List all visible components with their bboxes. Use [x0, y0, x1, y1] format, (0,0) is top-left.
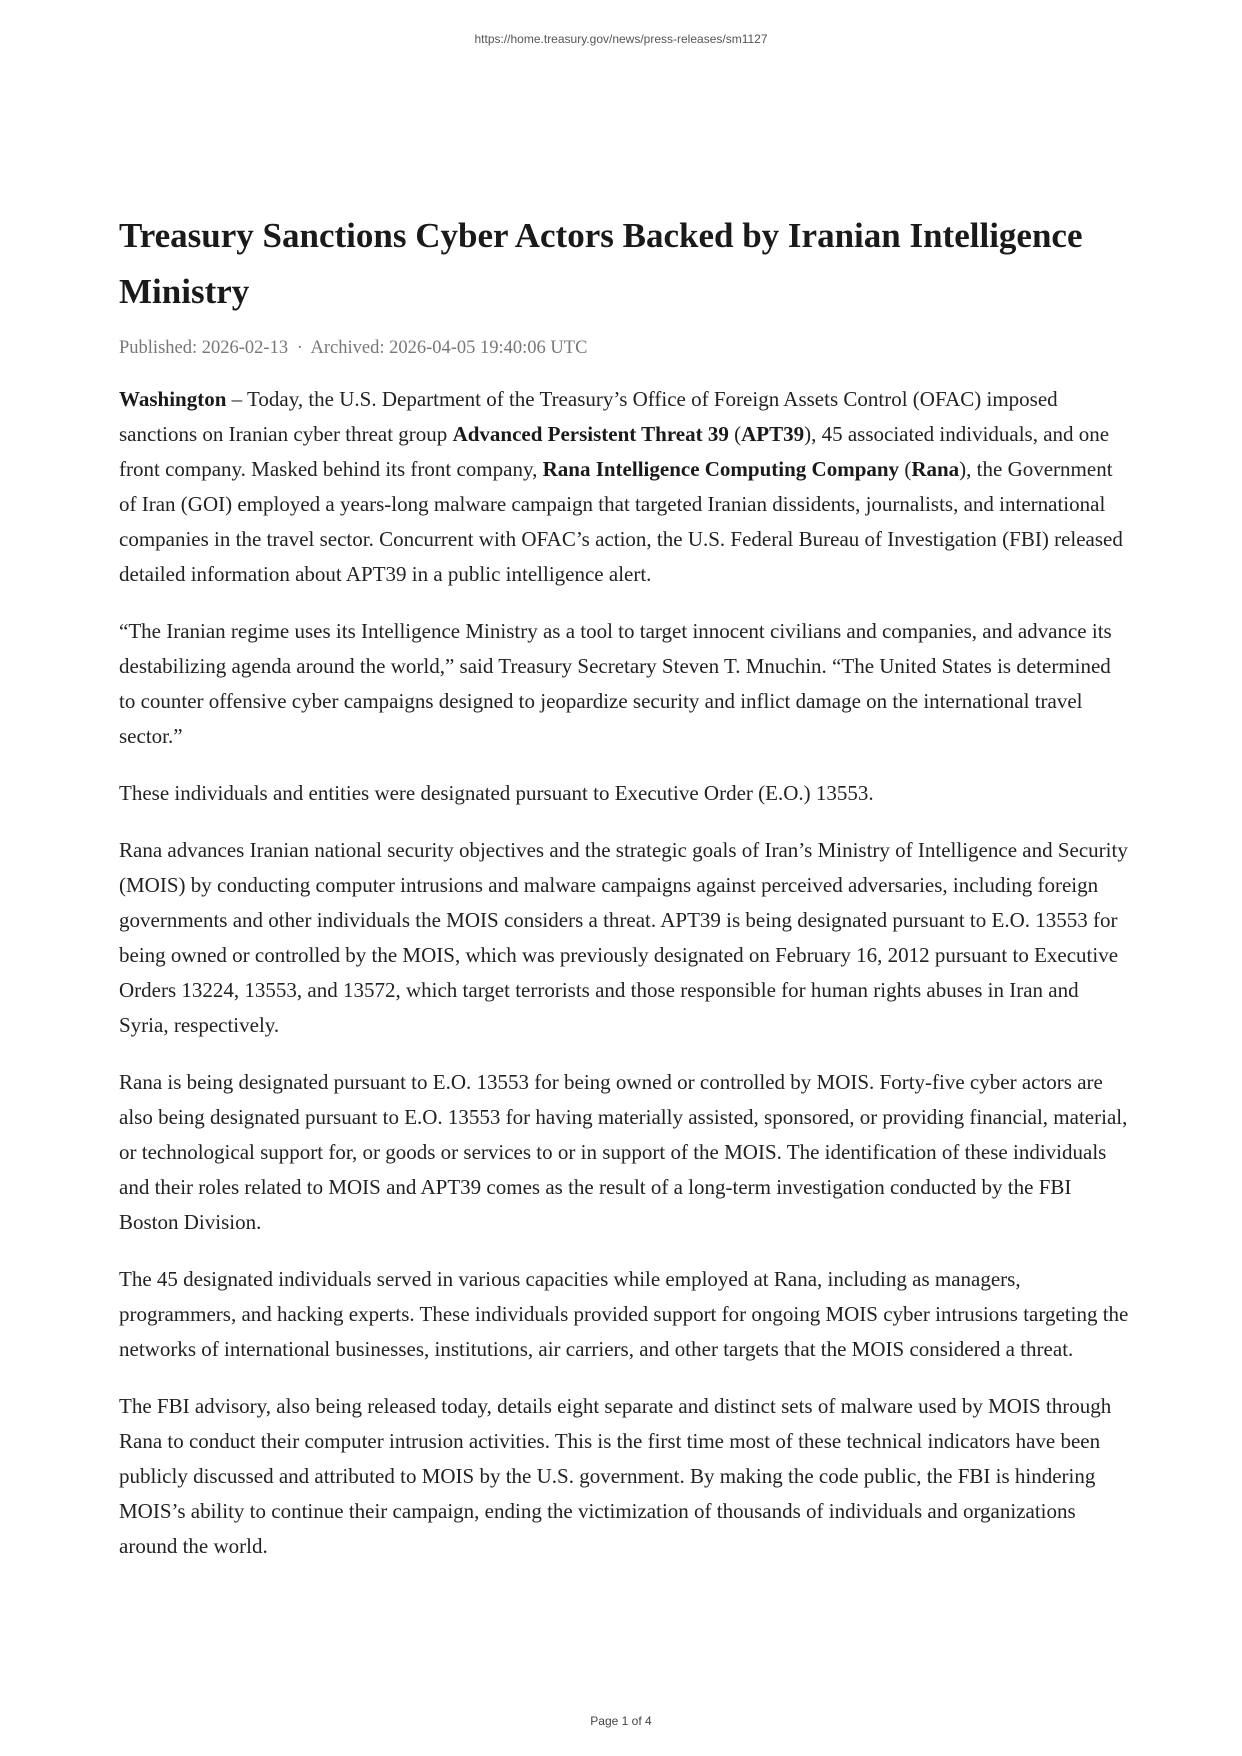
- article-title: Treasury Sanctions Cyber Actors Backed by Iranian Intelligence Ministry: [119, 216, 1083, 311]
- rana-short-name: Rana: [911, 457, 960, 481]
- paragraph-7: The FBI advisory, also being released today, details eight separate and distinct sets of malware used by MOIS through Rana to conduct their computer intrusion activities. This is the first time most of these technical indicators have been publicly discussed and attributed to MOIS by the U.S. government. By making the code public, the FBI is hindering MOIS’s ability to continue their campaign, ending the victimization of thousands of individuals and organizations around the world.: [119, 1394, 1112, 1558]
- article-body: [119, 382, 1129, 1564]
- paragraph-3: These individuals and entities were designated pursuant to Executive Order (E.O.) 13553.: [119, 781, 874, 805]
- paragraph-1: Washington – Today, the U.S. Department of the Treasury’s Office of Foreign Assets Control (OFAC) imposed sanctions on Iranian cyber threat group Advanced Persistent Threat 39 (APT39), 45 associated individuals, and one front company. Masked behind its front company, Rana Intelligence Computing Company (Rana), the Government of Iran (GOI) employed a years-long malware campaign that targeted Iranian dissidents, journalists, and international companies in the travel sector. Concurrent with OFAC’s action, the U.S. Federal Bureau of Investigation (FBI) released detailed information about APT39 in a public intelligence alert.: [119, 387, 1123, 586]
- article-meta: [119, 336, 1129, 360]
- source-url: https://home.treasury.gov/news/press-releases/sm1127: [474, 32, 768, 46]
- apt39-short-name: APT39: [741, 422, 805, 446]
- paragraph-5: Rana is being designated pursuant to E.O. 13553 for being owned or controlled by MOIS. Forty-five cyber actors are also being designated pursuant to E.O. 13553 for having materially assisted, sponsored, or providing financial, material, or technological support for, or goods or services to or in support of the MOIS. The identification of these individuals and their roles related to MOIS and APT39 comes as the result of a long-term investigation conducted by the FBI Boston Division.: [119, 1070, 1128, 1234]
- archived-date: Archived: 2026-04-05 19:40:06 UTC: [310, 338, 588, 358]
- published-date: Published: 2026-02-13: [119, 338, 289, 358]
- dateline: Washington: [119, 387, 227, 411]
- rana-full-name: Rana Intelligence Computing Company: [542, 457, 900, 481]
- article: [119, 208, 1129, 1586]
- meta-separator: ·: [296, 338, 303, 358]
- page-number: Page 1 of 4: [590, 1714, 652, 1728]
- paragraph-2: “The Iranian regime uses its Intelligence Ministry as a tool to target innocent civilians and companies, and advance its destabilizing agenda around the world,” said Treasury Secretary Steven T. Mnuchin. “The United States is determined to counter offensive cyber campaigns designed to jeopardize security and inflict damage on the international travel sector.”: [119, 619, 1112, 748]
- apt39-full-name: Advanced Persistent Threat 39: [452, 422, 729, 446]
- paragraph-4: Rana advances Iranian national security objectives and the strategic goals of Iran’s Ministry of Intelligence and Security (MOIS) by conducting computer intrusions and malware campaigns against perceived adversaries, including foreign governments and other individuals the MOIS considers a threat. APT39 is being designated pursuant to E.O. 13553 for being owned or controlled by the MOIS, which was previously designated on February 16, 2012 pursuant to Executive Orders 13224, 13553, and 13572, which target terrorists and those responsible for human rights abuses in Iran and Syria, respectively.: [119, 838, 1128, 1037]
- paragraph-6: The 45 designated individuals served in various capacities while employed at Rana, including as managers, programmers, and hacking experts. These individuals provided support for ongoing MOIS cyber intrusions targeting the networks of international businesses, institutions, air carriers, and other targets that the MOIS considered a threat.: [119, 1267, 1129, 1361]
